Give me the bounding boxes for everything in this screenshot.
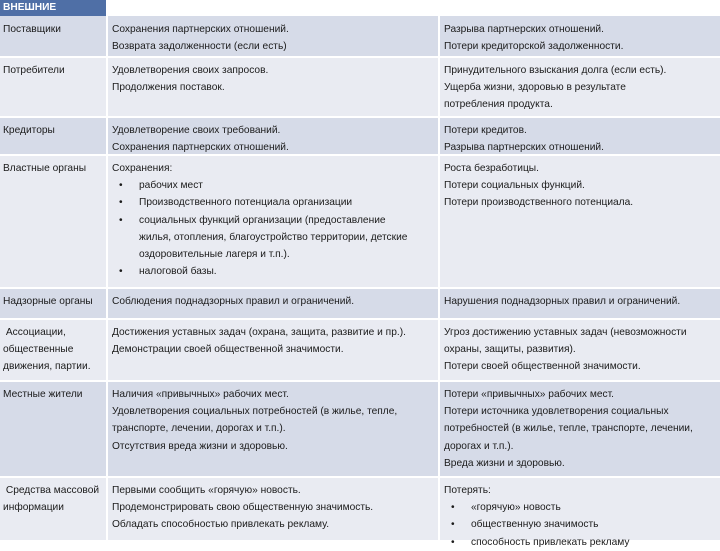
row-divider: [0, 116, 720, 118]
row-divider: [0, 380, 720, 382]
bullet-item: • общественную значимость: [444, 516, 718, 533]
risks-cell: [440, 319, 720, 381]
interest-line: Обладать способностью привлекать рекламу.: [112, 519, 330, 531]
row-divider: [0, 318, 720, 320]
interest-line: Демонстрации своей общественной значимости.: [112, 344, 344, 356]
risks-cell: [440, 117, 720, 155]
table-row-associations: [0, 319, 720, 381]
stakeholder-name: Потребители: [3, 65, 65, 76]
risk-line: Потери кредитов.: [444, 125, 527, 136]
stakeholder-cell: [0, 288, 108, 319]
interest-line: Удовлетворение своих требований.: [112, 125, 281, 136]
stakeholder-cell: [0, 57, 108, 117]
stakeholder-cell: [0, 117, 108, 155]
table-row-residents: [0, 381, 720, 477]
bullet-continuation: оздоровительные лагеря и т.п.).: [139, 249, 290, 261]
stakeholder-name: Кредиторы: [3, 125, 55, 136]
stakeholder-name: Надзорные органы: [3, 296, 93, 307]
stakeholder-cell: [0, 16, 108, 57]
bullet-item: • Производственного потенциала организации: [112, 194, 436, 211]
risks-cell: [440, 381, 720, 477]
risk-line: потребления продукта.: [444, 99, 553, 111]
interest-line: Возврата задолженности (если есть): [112, 41, 287, 53]
table-row-consumers: [0, 57, 720, 117]
risk-line: Ущерба жизни, здоровью в результате: [444, 82, 626, 94]
interest-line: Удовлетворения своих запросов.: [112, 65, 269, 76]
risk-line: Потери социальных функций.: [444, 180, 585, 192]
interests-cell: [108, 16, 440, 57]
interest-line: Удовлетворения социальных потребностей (в жилье, тепле,: [112, 406, 398, 418]
stakeholder-name: Поставщики: [3, 24, 61, 35]
interests-cell: [108, 57, 440, 117]
table-row-media: [0, 477, 720, 548]
stakeholder-name-line: Ассоциации,: [3, 327, 66, 338]
table-row-authorities: [0, 155, 720, 288]
bullet-item: • рабочих мест: [112, 177, 436, 194]
stakeholder-cell: [0, 381, 108, 477]
risk-line: Разрыва партнерских отношений.: [444, 24, 604, 35]
bullet-continuation: жилья, отопления, благоустройство территории, детские: [139, 231, 408, 243]
risks-cell: [440, 477, 720, 548]
bullet-item: • способность привлекать рекламу: [444, 534, 718, 551]
row-divider: [0, 287, 720, 289]
stakeholder-cell: [0, 155, 108, 288]
row-divider: [0, 476, 720, 478]
stakeholder-name: Местные жители: [3, 389, 83, 400]
risk-line: Разрыва партнерских отношений.: [444, 142, 604, 154]
risk-line: дорогах и т.п.).: [444, 440, 514, 452]
interest-line: Отсутствия вреда жизни и здоровью.: [112, 440, 288, 452]
row-divider: [0, 56, 720, 58]
risk-line: Потери производственного потенциала.: [444, 197, 634, 209]
bullet-item: • социальных функций организации (предоставление: [112, 212, 436, 229]
interest-line: Соблюдения поднадзорных правил и ограничений.: [112, 296, 355, 307]
table-row-supervisory: [0, 288, 720, 319]
stakeholder-name-line: информации: [3, 502, 64, 514]
bullet-item: • налоговой базы.: [112, 263, 436, 280]
interest-line: Сохранения партнерских отношений.: [112, 24, 289, 35]
interests-cell: [108, 381, 440, 477]
risk-line: Потери кредиторской задолженности.: [444, 41, 624, 53]
risks-cell: [440, 16, 720, 57]
risk-line: Принудительного взыскания долга (если есть).: [444, 65, 667, 76]
interests-cell: [108, 155, 440, 288]
interest-line: транспорте, лечении, дорогах и т.п.).: [112, 423, 286, 435]
interests-cell: [108, 477, 440, 540]
stakeholder-cell: [0, 477, 108, 540]
table-row-creditors: [0, 117, 720, 155]
interest-line: Сохранения партнерских отношений.: [112, 142, 289, 154]
interests-cell: [108, 288, 440, 319]
risk-line: Потери своей общественной значимости.: [444, 361, 641, 373]
risks-cell: [440, 57, 720, 117]
risk-line: потребностей (в жилье, тепле, транспорте, лечении,: [444, 423, 693, 435]
stakeholder-cell: [0, 319, 108, 381]
interests-cell: [108, 117, 440, 155]
interest-line: Достижения уставных задач (охрана, защита, развитие и пр.).: [112, 327, 406, 338]
interest-line: Продолжения поставок.: [112, 82, 225, 94]
row-divider: [0, 154, 720, 156]
risk-line: Вреда жизни и здоровью.: [444, 457, 565, 469]
risk-line: Потери источника удовлетворения социальных: [444, 406, 669, 418]
table-header-external: ВНЕШНИЕ: [0, 0, 106, 16]
risks-cell: [440, 288, 720, 319]
table-row-suppliers: [0, 16, 720, 57]
risk-line: Угроз достижению уставных задач (невозможности: [444, 327, 687, 338]
risk-line: охраны, защиты, развития).: [444, 344, 576, 356]
interest-line: Первыми сообщить «горячую» новость.: [112, 485, 301, 496]
interest-line: Наличия «привычных» рабочих мест.: [112, 389, 289, 400]
interests-cell: [108, 319, 440, 381]
stakeholder-name-line: Средства массовой: [3, 485, 100, 496]
risks-cell: [440, 155, 720, 288]
stakeholder-name-line: общественные: [3, 344, 74, 356]
interests-title: Сохранения:: [112, 163, 173, 174]
interest-line: Продемонстрировать свою общественную значимость.: [112, 502, 374, 514]
risk-line: Роста безработицы.: [444, 163, 539, 174]
risk-line: Потери «привычных» рабочих мест.: [444, 389, 614, 400]
bullet-item: • «горячую» новость: [444, 499, 718, 516]
risks-title: Потерять:: [444, 485, 491, 496]
stakeholder-name: Властные органы: [3, 163, 87, 174]
stakeholder-name-line: движения, партии.: [3, 361, 91, 373]
risk-line: Нарушения поднадзорных правил и ограничений.: [444, 296, 681, 307]
